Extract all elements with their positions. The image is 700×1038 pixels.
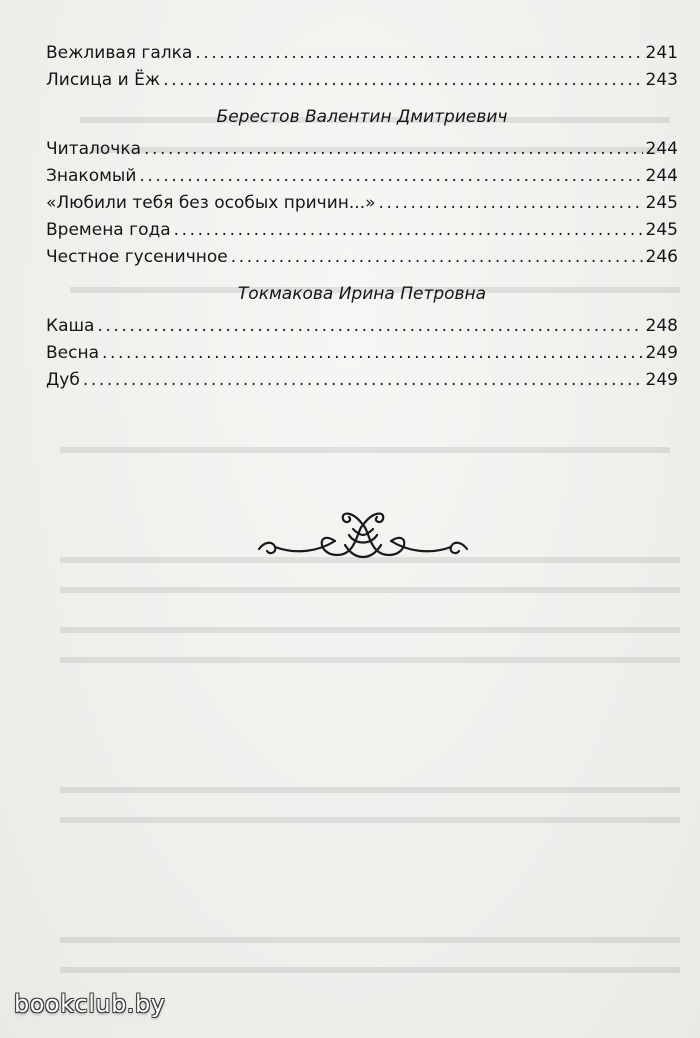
toc-entry[interactable] <box>46 340 678 367</box>
author-heading: Берестов Валентин Дмитриевич <box>216 107 508 127</box>
dot-leader <box>195 40 642 67</box>
toc-entry-page: 248 <box>645 316 678 336</box>
table-of-contents <box>46 40 678 394</box>
toc-entry-title: Лисица и Ёж <box>46 70 161 90</box>
toc-entry-page: 244 <box>645 166 678 186</box>
toc-entry-title: Знакомый <box>46 166 137 186</box>
flourish-divider-icon <box>257 505 469 573</box>
toc-entry-title: Каша <box>46 316 95 336</box>
toc-entry-title: «Любили тебя без особых причин...» <box>46 193 376 213</box>
toc-entry[interactable] <box>46 367 678 394</box>
toc-entry[interactable] <box>46 190 678 217</box>
toc-entry-title: Весна <box>46 343 100 363</box>
toc-entry-page: 246 <box>645 247 678 267</box>
toc-entry[interactable] <box>46 217 678 244</box>
toc-entry-page: 249 <box>645 343 678 363</box>
toc-entry[interactable] <box>46 163 678 190</box>
toc-entry-title: Вежливая галка <box>46 43 193 63</box>
toc-entry-title: Читалочка <box>46 139 142 159</box>
dot-leader <box>379 190 643 217</box>
toc-entry-page: 244 <box>645 139 678 159</box>
dot-leader <box>83 367 643 394</box>
toc-entry-page: 245 <box>645 193 678 213</box>
watermark: bookclub.by <box>14 990 166 1018</box>
toc-entry[interactable] <box>46 136 678 163</box>
dot-leader <box>174 217 643 244</box>
toc-entry[interactable] <box>46 244 678 271</box>
dot-leader <box>163 67 642 94</box>
toc-entry[interactable] <box>46 313 678 340</box>
toc-entry[interactable] <box>46 40 678 67</box>
toc-entry-page: 245 <box>645 220 678 240</box>
dot-leader <box>231 244 643 271</box>
toc-entry[interactable] <box>46 67 678 94</box>
dot-leader <box>97 313 642 340</box>
dot-leader <box>144 136 643 163</box>
author-heading: Токмакова Ирина Петровна <box>237 284 487 304</box>
dot-leader <box>139 163 642 190</box>
toc-entry-page: 249 <box>645 370 678 390</box>
toc-entry-page: 241 <box>645 43 678 63</box>
toc-entry-title: Честное гусеничное <box>46 247 228 267</box>
toc-entry-page: 243 <box>645 70 678 90</box>
dot-leader <box>102 340 643 367</box>
toc-entry-title: Времена года <box>46 220 171 240</box>
toc-entry-title: Дуб <box>46 370 80 390</box>
